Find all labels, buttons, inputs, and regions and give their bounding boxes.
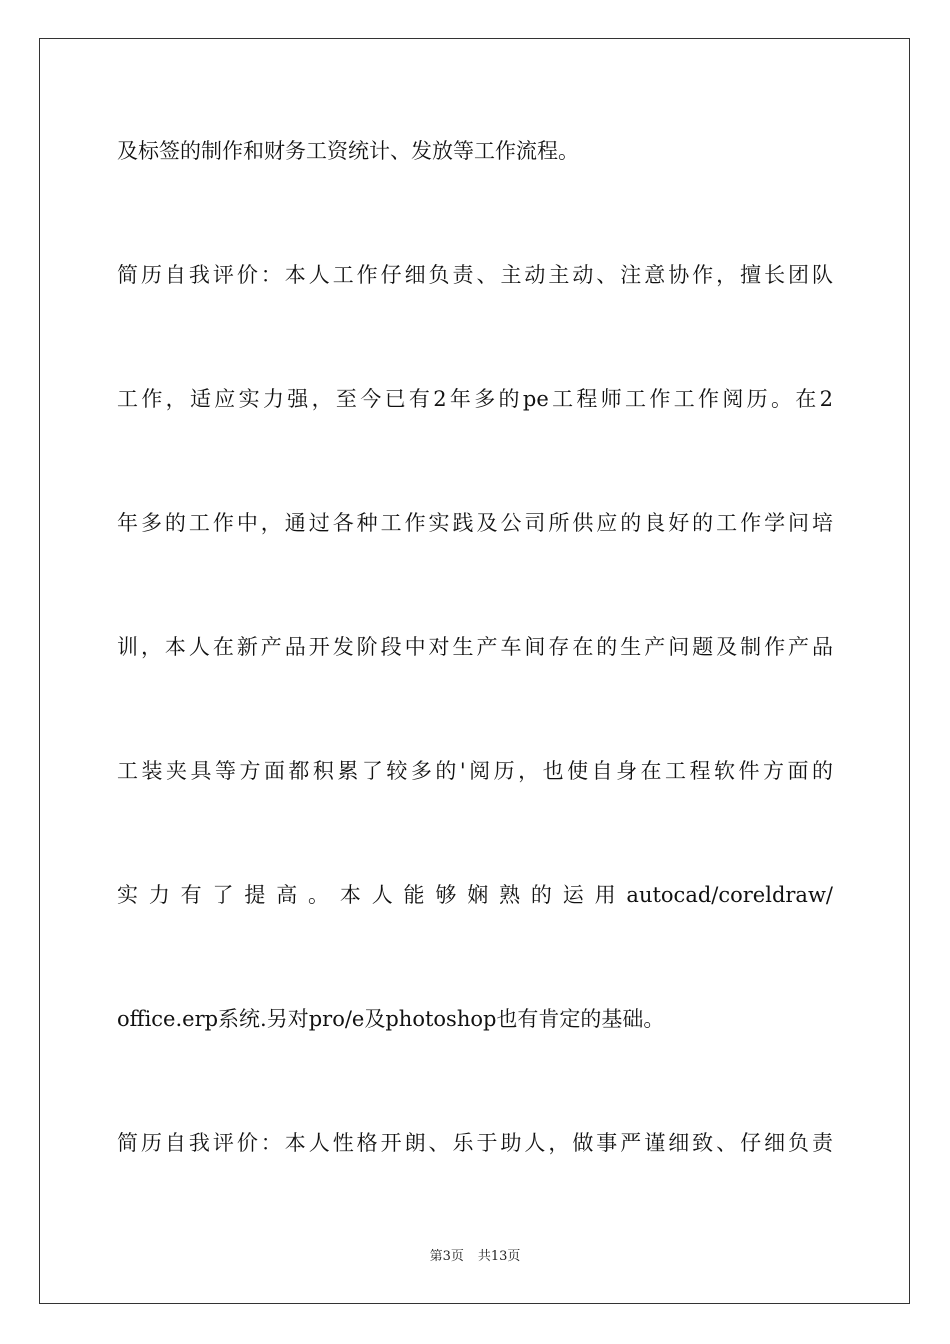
text-line: 工作，适应实力强，至今已有2年多的pe工程师工作工作阅历。在2 xyxy=(117,387,833,411)
page-total: 共13页 xyxy=(477,1249,521,1264)
text-line: office.erp系统.另对pro/e及photoshop也有肯定的基础。 xyxy=(117,1007,665,1031)
text-line: 训，本人在新产品开发阶段中对生产车间存在的生产问题及制作产品 xyxy=(117,635,833,659)
page-number: 第3页 xyxy=(429,1249,464,1264)
text-line: 及标签的制作和财务工资统计、发放等工作流程。 xyxy=(117,139,579,163)
text-line: 简历自我评价：本人性格开朗、乐于助人，做事严谨细致、仔细负责 xyxy=(117,1131,833,1155)
page-footer xyxy=(0,1245,950,1264)
text-line: 年多的工作中，通过各种工作实践及公司所供应的良好的工作学问培 xyxy=(117,511,833,535)
text-line: 工装夹具等方面都积累了较多的'阅历，也使自身在工程软件方面的 xyxy=(117,759,833,783)
text-line: 简历自我评价：本人工作仔细负责、主动主动、注意协作，擅长团队 xyxy=(117,263,833,287)
text-line: 实 力 有 了 提 高 。 本 人 能 够 娴 熟 的 运 用 autocad/coreldraw/ xyxy=(117,883,833,907)
page-border xyxy=(39,38,910,1304)
